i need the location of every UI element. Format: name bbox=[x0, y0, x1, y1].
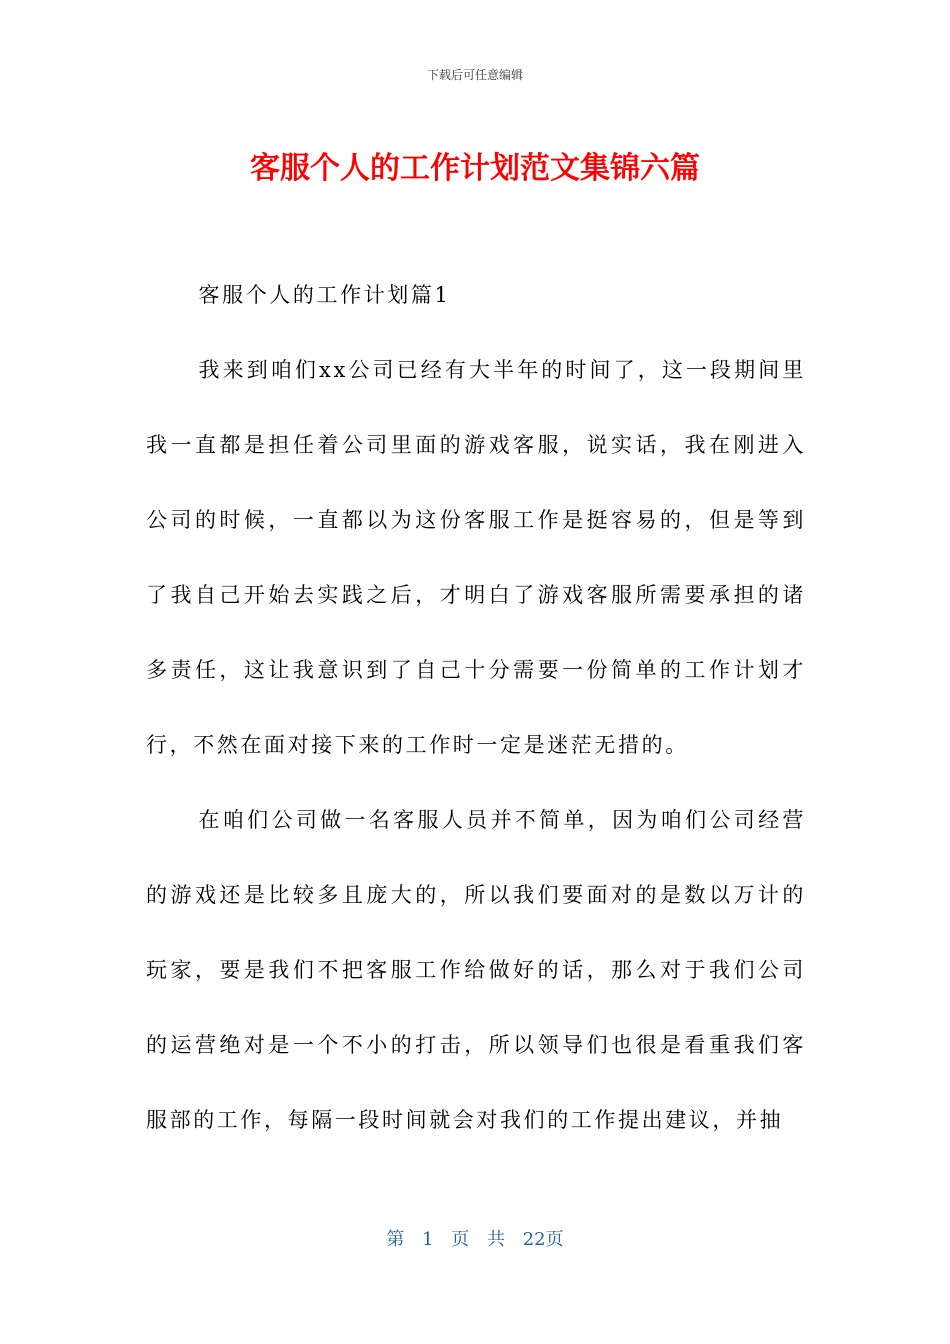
document-title: 客服个人的工作计划范文集锦六篇 bbox=[250, 151, 700, 186]
total-pages: 22页 bbox=[522, 1229, 564, 1250]
document-body bbox=[146, 258, 806, 1158]
page-label-mid: 页 bbox=[451, 1229, 470, 1250]
total-prefix: 共 bbox=[487, 1229, 505, 1250]
page-footer bbox=[0, 1225, 950, 1251]
section-heading: 客服个人的工作计划篇1 bbox=[198, 283, 451, 307]
body-paragraph: 在咱们公司做一名客服人员并不简单，因为咱们公司经营的游戏还是比较多且庞大的，所以我们要面对的是数以万计的玩家，要是我们不把客服工作给做好的话，那么对于我们公司的运营绝对是一个不小的打击，所以领导们也很是看重我们客服部的工作，每隔一段时间就会对我们的工作提出建议，并抽 bbox=[146, 808, 806, 1132]
page-number: 1 bbox=[422, 1229, 434, 1250]
page-header: 下载后可任意编辑 bbox=[426, 68, 523, 82]
page-label-prefix: 第 bbox=[386, 1229, 405, 1250]
body-paragraph: 我来到咱们xx公司已经有大半年的时间了，这一段期间里我一直都是担任着公司里面的游戏客服，说实话，我在刚进入公司的时候，一直都以为这份客服工作是挺容易的，但是等到了我自己开始去实践之后，才明白了游戏客服所需要承担的诸多责任，这让我意识到了自己十分需要一份简单的工作计划才行，不然在面对接下来的工作时一定是迷茫无措的。 bbox=[146, 358, 806, 757]
